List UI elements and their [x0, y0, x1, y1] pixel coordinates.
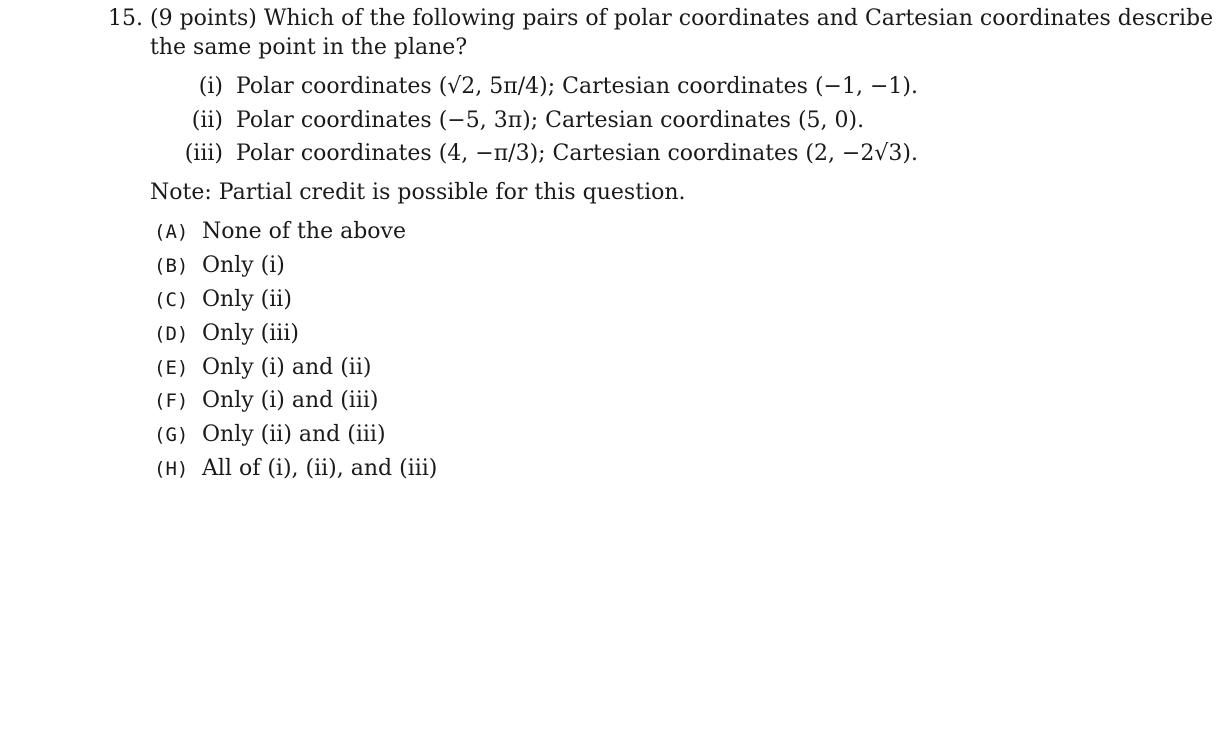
- part-label: (ii): [191, 108, 223, 133]
- choice-letter: (D): [154, 323, 189, 345]
- choice-text: Only (iii): [202, 321, 299, 346]
- choice-text: Only (ii): [202, 287, 292, 312]
- choice-letter: (G): [154, 424, 189, 446]
- choice-letter: (E): [154, 357, 189, 379]
- choice-d[interactable]: [154, 321, 299, 346]
- part-label: (iii): [184, 141, 223, 166]
- choice-c[interactable]: [154, 287, 292, 312]
- partial-credit-note: Note: Partial credit is possible for this question.: [150, 180, 686, 205]
- question-prompt-line1: (9 points) Which of the following pairs of polar coordinates and Cartesian coordinates describe: [150, 6, 1214, 31]
- choice-b[interactable]: [154, 253, 285, 278]
- choice-text: Only (i): [202, 253, 285, 278]
- choice-a[interactable]: [154, 219, 406, 244]
- part-label: (i): [198, 74, 223, 99]
- choice-f[interactable]: [154, 388, 379, 413]
- choice-letter: (H): [154, 458, 189, 480]
- choice-e[interactable]: [154, 355, 371, 380]
- part-text: Polar coordinates (−5, 3π); Cartesian coordinates (5, 0).: [236, 108, 865, 133]
- choice-text: None of the above: [202, 219, 406, 244]
- question-prompt-line2: the same point in the plane?: [150, 35, 468, 60]
- choice-letter: (A): [154, 221, 189, 243]
- choice-text: All of (i), (ii), and (iii): [202, 456, 438, 481]
- choice-text: Only (ii) and (iii): [202, 422, 386, 447]
- question-number: 15.: [108, 6, 143, 31]
- choice-text: Only (i) and (iii): [202, 388, 379, 413]
- choice-g[interactable]: [154, 422, 386, 447]
- choice-letter: (C): [154, 289, 189, 311]
- choice-letter: (F): [154, 390, 189, 412]
- choice-text: Only (i) and (ii): [202, 355, 372, 380]
- part-text: Polar coordinates (√2, 5π/4); Cartesian coordinates (−1, −1).: [236, 74, 918, 99]
- choice-h[interactable]: [154, 456, 437, 481]
- choice-letter: (B): [154, 255, 189, 277]
- part-text: Polar coordinates (4, −π/3); Cartesian coordinates (2, −2√3).: [236, 141, 918, 166]
